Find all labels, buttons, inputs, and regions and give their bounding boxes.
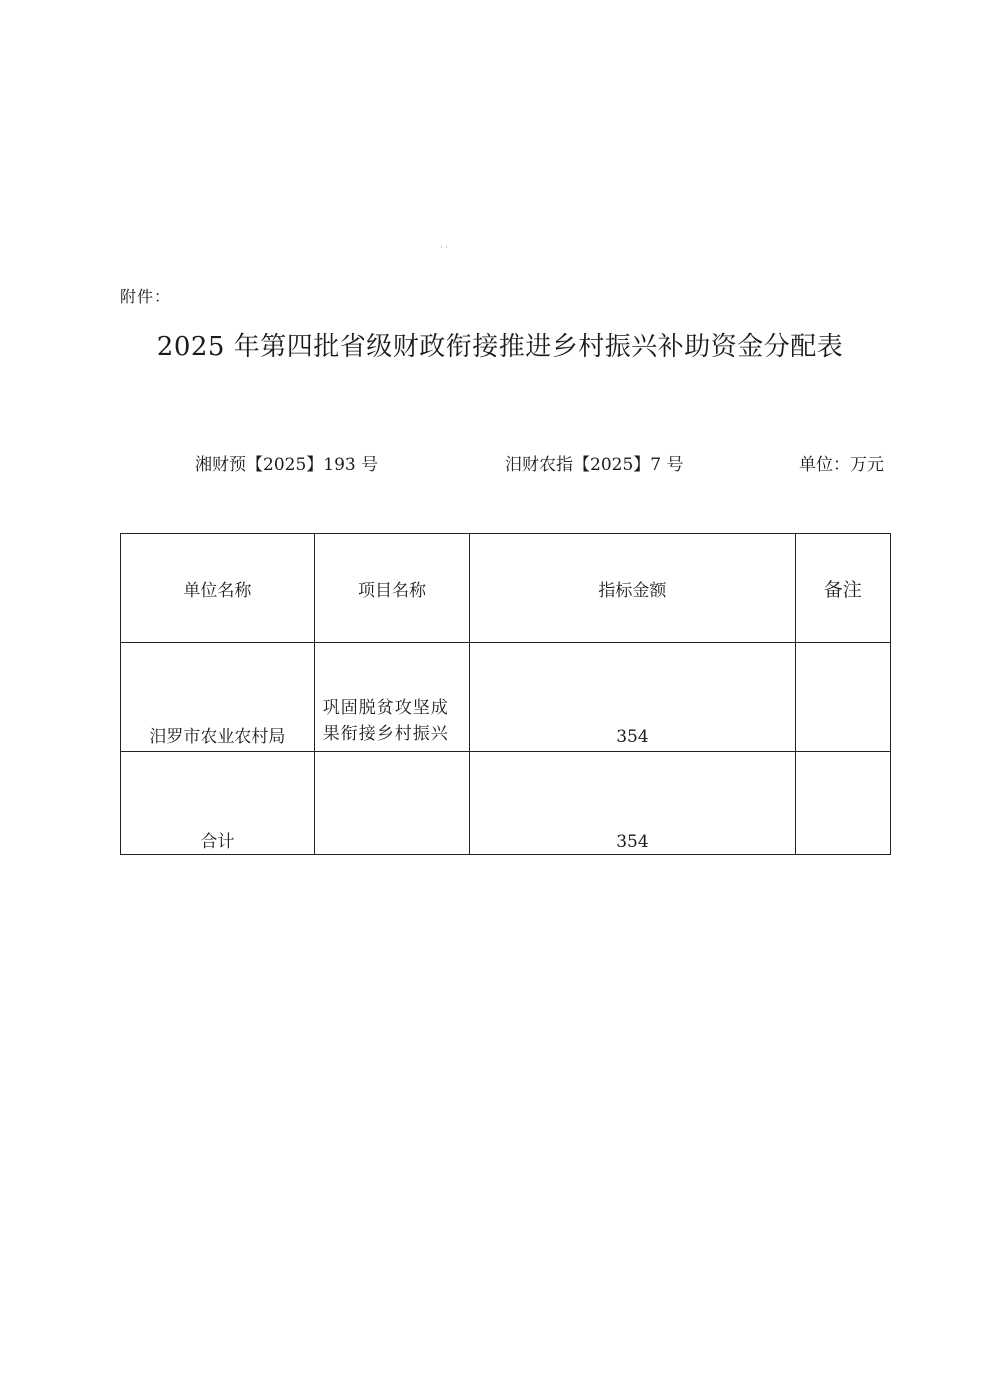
- total-row: [121, 752, 891, 855]
- allocation-table: [120, 533, 891, 855]
- cell-unit-name: 汨罗市农业农村局: [121, 643, 315, 752]
- total-amount: 354: [470, 752, 795, 855]
- total-note: [795, 752, 890, 855]
- provincial-document-number: 湘财预【2025】193 号: [195, 455, 379, 475]
- attachment-label: 附件：: [120, 287, 172, 306]
- header-note: 备注: [795, 534, 890, 643]
- header-amount: 指标金额: [470, 534, 795, 643]
- header-project-name: 项目名称: [314, 534, 469, 643]
- total-project-name: [314, 752, 469, 855]
- cell-note: [795, 643, 890, 752]
- scan-speck: · ·: [440, 243, 448, 252]
- cell-project-name: [314, 643, 469, 752]
- table-header-row: [121, 534, 891, 643]
- county-document-number: 汨财农指【2025】7 号: [505, 455, 684, 475]
- total-label: 合计: [121, 752, 315, 855]
- project-name-line-1: 巩固脱贫攻坚成: [322, 698, 449, 718]
- project-name-line-2: 果衔接乡村振兴: [322, 724, 449, 744]
- table-row: [121, 643, 891, 752]
- page-title: 2025 年第四批省级财政衔接推进乡村振兴补助资金分配表: [156, 332, 844, 362]
- header-unit-name: 单位名称: [121, 534, 315, 643]
- unit-of-measure: 单位：万元: [799, 455, 884, 475]
- cell-amount: 354: [470, 643, 795, 752]
